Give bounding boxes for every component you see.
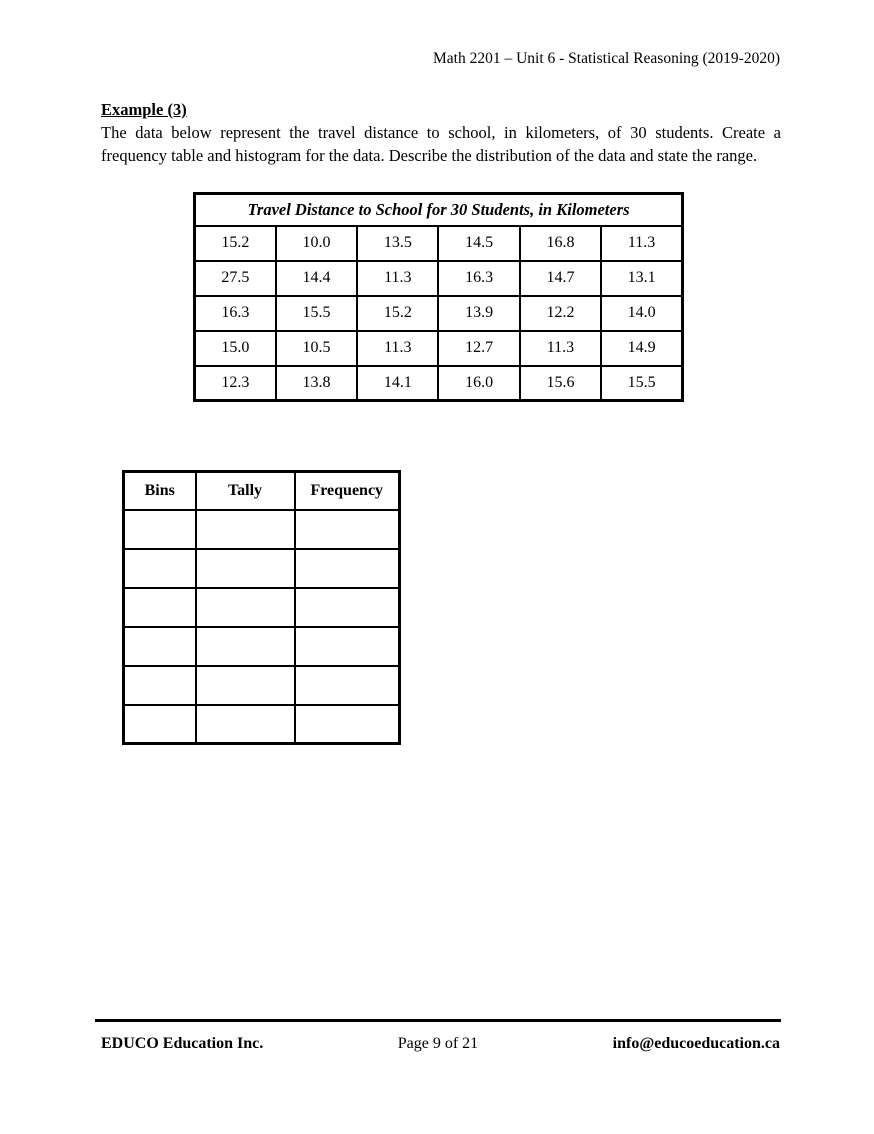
frequency-table-empty-cell — [196, 705, 295, 744]
frequency-table-empty-cell — [295, 627, 400, 666]
frequency-table-empty-cell — [124, 549, 196, 588]
travel-distance-cell: 11.3 — [357, 331, 438, 366]
frequency-table-header-tally: Tally — [196, 472, 295, 510]
footer-divider — [95, 1019, 781, 1022]
document-footer — [101, 1035, 780, 1053]
frequency-table-row — [124, 510, 400, 549]
travel-distance-title-row — [195, 194, 683, 226]
frequency-table-empty-cell — [295, 510, 400, 549]
footer-email: info@educoeducation.ca — [612, 1035, 780, 1052]
frequency-table-empty-cell — [295, 588, 400, 627]
frequency-table-empty-cell — [196, 627, 295, 666]
frequency-table-header-bins: Bins — [124, 472, 196, 510]
travel-distance-cell: 14.7 — [520, 261, 601, 296]
travel-distance-cell: 14.5 — [438, 226, 519, 261]
frequency-table-row — [124, 705, 400, 744]
travel-distance-cell: 12.7 — [438, 331, 519, 366]
frequency-table-empty-cell — [295, 549, 400, 588]
travel-distance-cell: 15.2 — [195, 226, 276, 261]
travel-distance-cell: 12.3 — [195, 366, 276, 401]
travel-distance-cell: 13.8 — [276, 366, 357, 401]
travel-distance-cell: 13.1 — [601, 261, 682, 296]
frequency-table-empty-cell — [196, 510, 295, 549]
frequency-table-empty-cell — [124, 705, 196, 744]
frequency-table-empty-cell — [196, 588, 295, 627]
travel-distance-cell: 11.3 — [601, 226, 682, 261]
frequency-table-empty-cell — [295, 705, 400, 744]
travel-distance-cell: 27.5 — [195, 261, 276, 296]
travel-distance-cell: 15.5 — [276, 296, 357, 331]
travel-distance-cell: 10.0 — [276, 226, 357, 261]
travel-distance-cell: 16.8 — [520, 226, 601, 261]
travel-distance-cell: 10.5 — [276, 331, 357, 366]
travel-distance-table — [193, 192, 684, 402]
frequency-table-empty-cell — [196, 549, 295, 588]
travel-distance-row — [195, 226, 683, 261]
travel-distance-cell: 16.3 — [195, 296, 276, 331]
travel-distance-cell: 13.9 — [438, 296, 519, 331]
travel-distance-row — [195, 296, 683, 331]
document-header: Math 2201 – Unit 6 - Statistical Reasoning (2019-2020) — [433, 50, 780, 67]
frequency-table-empty-cell — [124, 510, 196, 549]
travel-distance-cell: 16.3 — [438, 261, 519, 296]
frequency-table — [122, 470, 401, 745]
travel-distance-cell: 11.3 — [357, 261, 438, 296]
travel-distance-cell: 15.6 — [520, 366, 601, 401]
example-description: The data below represent the travel distance to school, in kilometers, of 30 students. Create a frequency table and histogram for the data. Describe the distribution of the data and state the range. — [101, 123, 781, 165]
footer-company: EDUCO Education Inc. — [101, 1035, 264, 1052]
frequency-table-empty-cell — [124, 588, 196, 627]
travel-distance-cell: 14.1 — [357, 366, 438, 401]
frequency-table-empty-cell — [124, 627, 196, 666]
travel-distance-row — [195, 331, 683, 366]
travel-distance-cell: 14.4 — [276, 261, 357, 296]
frequency-table-header-row — [124, 472, 400, 510]
frequency-table-empty-cell — [124, 666, 196, 705]
frequency-table-row — [124, 549, 400, 588]
travel-distance-cell: 15.0 — [195, 331, 276, 366]
travel-distance-cell: 16.0 — [438, 366, 519, 401]
frequency-table-header-frequency: Frequency — [295, 472, 400, 510]
frequency-table-row — [124, 588, 400, 627]
frequency-table-row — [124, 666, 400, 705]
travel-distance-cell: 14.9 — [601, 331, 682, 366]
travel-distance-row — [195, 261, 683, 296]
travel-distance-table-body — [195, 226, 683, 401]
frequency-table-head — [124, 472, 400, 510]
travel-distance-cell: 15.5 — [601, 366, 682, 401]
frequency-table-row — [124, 627, 400, 666]
travel-distance-cell: 13.5 — [357, 226, 438, 261]
travel-distance-cell: 11.3 — [520, 331, 601, 366]
travel-distance-cell: 12.2 — [520, 296, 601, 331]
frequency-table-body — [124, 510, 400, 744]
travel-distance-cell: 14.0 — [601, 296, 682, 331]
travel-distance-table-head — [195, 194, 683, 226]
footer-page-number: Page 9 of 21 — [397, 1035, 479, 1052]
frequency-table-empty-cell — [196, 666, 295, 705]
travel-distance-table-title: Travel Distance to School for 30 Students, in Kilometers — [195, 194, 683, 226]
frequency-table-empty-cell — [295, 666, 400, 705]
travel-distance-row — [195, 366, 683, 401]
example-heading: Example (3) — [101, 100, 187, 119]
travel-distance-cell: 15.2 — [357, 296, 438, 331]
